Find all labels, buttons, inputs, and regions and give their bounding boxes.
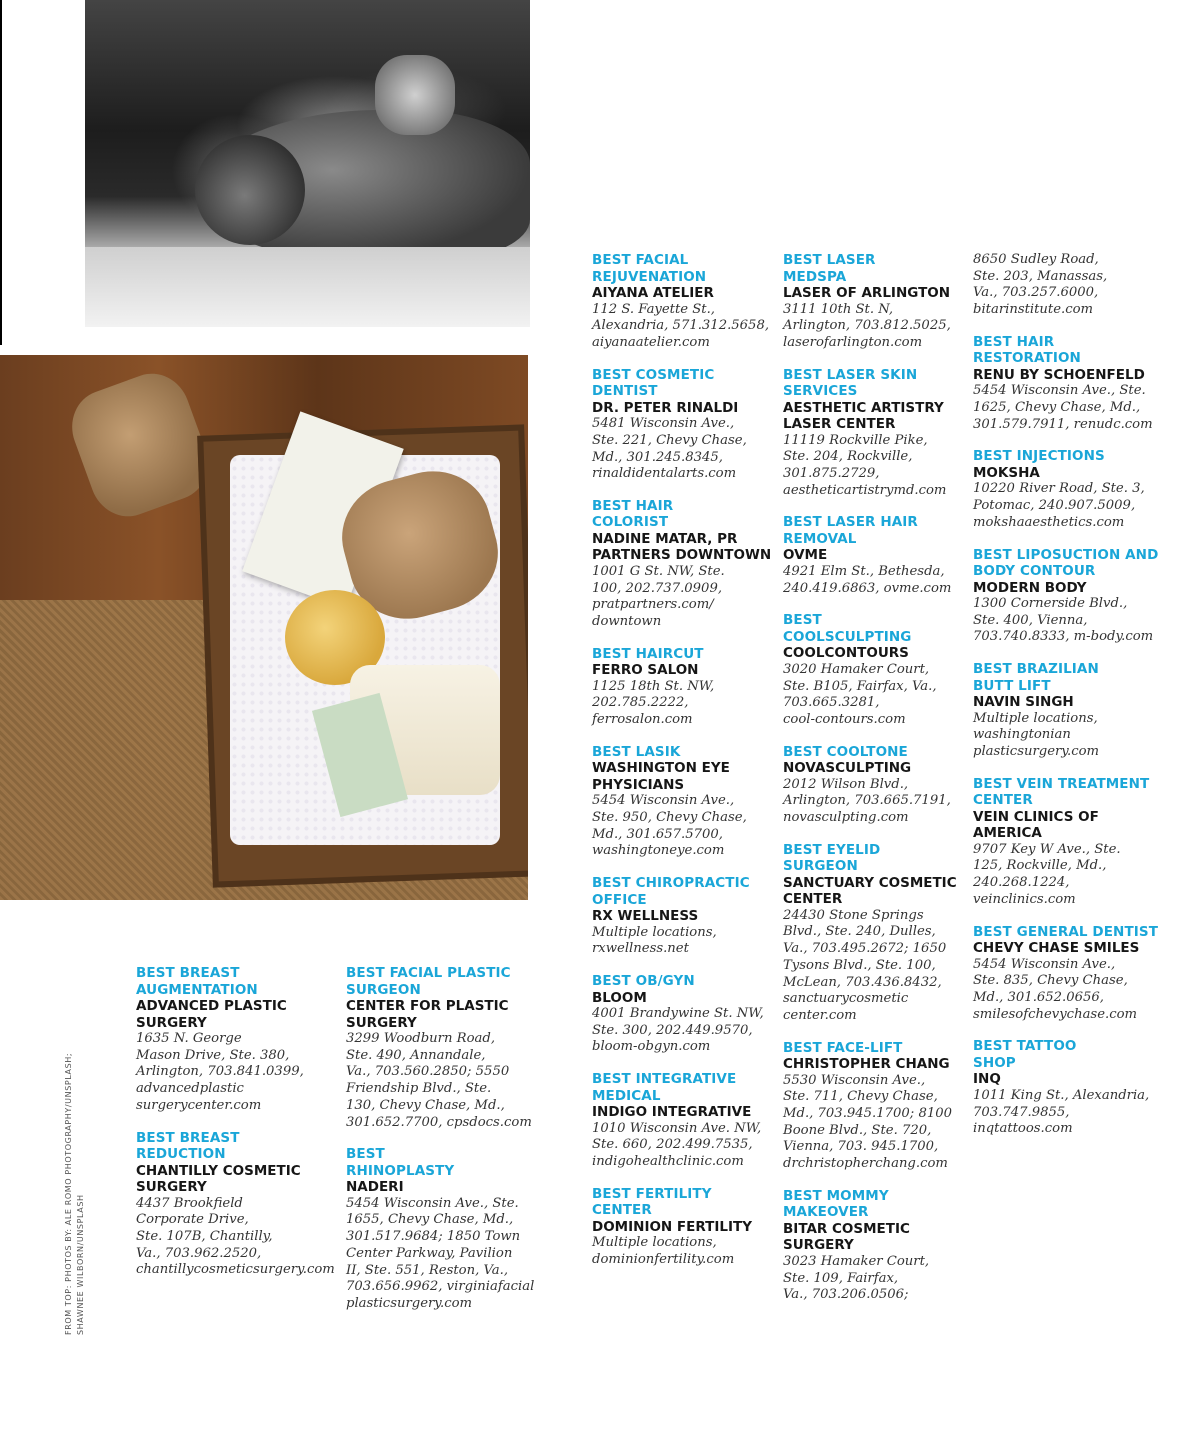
listing-column-2 — [346, 965, 546, 1328]
photo-credit-line1: FROM TOP: PHOTOS BY: ALE ROMO PHOTOGRAPHY/UNSPLASH; — [64, 1052, 73, 1335]
award-category: BEST INJECTIONS — [973, 448, 1105, 465]
award-category: BEST FACIAL PLASTIC SURGEON — [346, 965, 511, 998]
photo-credit — [55, 1045, 95, 1345]
award-category: BEST EYELID SURGEON — [783, 841, 881, 875]
award-category: BEST FACIAL REJUVENATION — [592, 252, 707, 285]
award-category: BEST HAIR COLORIST — [592, 497, 674, 531]
winner-address: 5454 Wisconsin Ave., Ste. 1655, Chevy Chase, Md., 301.517.9684; 1850 Town Center Parkway, Pavilion II, Ste. 551, Reston, Va., 703.656.9962, virginiafacial plasticsurgery.com — [346, 1195, 535, 1311]
winner-address: 8650 Sudley Road, Ste. 203, Manassas, Va., 703.257.6000, bitarinstitute.com — [973, 252, 1108, 318]
award-entry — [973, 448, 1163, 531]
award-entry — [783, 842, 968, 1025]
winner-address: 5454 Wisconsin Ave., Ste. 950, Chevy Chase, Md., 301.657.5700, washingtoneye.com — [592, 793, 747, 859]
award-entry — [973, 252, 1163, 319]
winner-address: 3020 Hamaker Court, Ste. B105, Fairfax, Va., 703.665.3281, cool-contours.com — [783, 661, 937, 727]
award-entry — [973, 547, 1163, 647]
winner-name: MOKSHA — [973, 464, 1040, 481]
winner-name: BLOOM — [592, 989, 647, 1006]
winner-name: CHEVY CHASE SMILES — [973, 940, 1140, 957]
winner-address: 11119 Rockville Pike, Ste. 204, Rockville, 301.875.2729, aestheticartistrymd.com — [783, 432, 947, 498]
winner-address: Multiple locations, dominionfertility.com — [592, 1235, 735, 1267]
listing-column-4 — [783, 252, 968, 1319]
award-category: BEST TATTOO SHOP — [973, 1038, 1077, 1071]
award-entry — [592, 744, 777, 860]
winner-address: 5454 Wisconsin Ave., Ste. 835, Chevy Chase, Md., 301.652.0656, smilesofchevychase.com — [973, 956, 1138, 1022]
winner-name: SANCTUARY COSMETIC CENTER — [783, 874, 957, 908]
award-category: BEST CHIROPRACTIC OFFICE — [592, 875, 750, 908]
award-entry — [973, 924, 1163, 1024]
award-entry — [783, 252, 968, 352]
award-category: BEST LASER MEDSPA — [783, 252, 876, 285]
award-entry — [592, 498, 777, 631]
winner-name: VEIN CLINICS OF AMERICA — [973, 808, 1099, 842]
winner-address: 1001 G St. NW, Ste. 100, 202.737.0909, pratpartners.com/ downtown — [592, 563, 725, 630]
award-entry — [783, 1040, 968, 1173]
winner-name: AIYANA ATELIER — [592, 285, 714, 301]
award-entry — [136, 965, 336, 1115]
award-category: BEST VEIN TREATMENT CENTER — [973, 775, 1150, 809]
winner-name: LASER OF ARLINGTON — [783, 285, 951, 301]
winner-name: FERRO SALON — [592, 662, 699, 679]
award-entry — [592, 1186, 777, 1269]
winner-name: MODERN BODY — [973, 579, 1087, 596]
winner-address: 4437 Brookfield Corporate Drive, Ste. 107B, Chantilly, Va., 703.962.2520, chantillycosmeticsurgery.com — [136, 1195, 335, 1278]
winner-name: OVME — [783, 547, 828, 564]
winner-address: 5481 Wisconsin Ave., Ste. 221, Chevy Chase, Md., 301.245.8345, rinaldidentalarts.com — [592, 416, 747, 482]
winner-address: 9707 Key W Ave., Ste. 125, Rockville, Md., 240.268.1224, veinclinics.com — [973, 841, 1121, 907]
winner-name: CENTER FOR PLASTIC SURGERY — [346, 998, 509, 1031]
winner-name: DOMINION FERTILITY — [592, 1218, 753, 1235]
winner-name: INDIGO INTEGRATIVE — [592, 1104, 752, 1121]
award-category: BEST FERTILITY CENTER — [592, 1185, 712, 1219]
award-category: BEST LASER SKIN SERVICES — [783, 366, 918, 400]
winner-address: 3023 Hamaker Court, Ste. 109, Fairfax, Va., 703.206.0506; — [783, 1253, 930, 1303]
page-edge-rule — [0, 0, 2, 345]
award-entry — [592, 1071, 777, 1171]
award-entry — [592, 973, 777, 1056]
winner-name: AESTHETIC ARTISTRY LASER CENTER — [783, 399, 944, 433]
award-entry — [783, 514, 968, 597]
winner-address: 2012 Wilson Blvd., Arlington, 703.665.7191, novasculpting.com — [783, 776, 951, 826]
listing-column-1 — [136, 965, 336, 1294]
winner-address: Multiple locations, rxwellness.net — [592, 924, 717, 957]
award-category: BEST OB/GYN — [592, 973, 695, 990]
spa-basket-photo — [0, 355, 528, 900]
winner-name: COOLCONTOURS — [783, 645, 909, 662]
winner-name: NAVIN SINGH — [973, 694, 1074, 711]
award-category: BEST RHINOPLASTY — [346, 1146, 455, 1179]
award-entry — [783, 367, 968, 500]
award-category: BEST LASER HAIR REMOVAL — [783, 514, 918, 547]
award-entry — [136, 1130, 336, 1280]
winner-address: 112 S. Fayette St., Alexandria, 571.312.5658, aiyanaatelier.com — [592, 301, 770, 350]
winner-address: 24430 Stone Springs Blvd., Ste. 240, Dulles, Va., 703.495.2672; 1650 Tysons Blvd., Ste. 100, McLean, 703.436.8432, sanctuarycosmetic center.com — [783, 907, 947, 1023]
award-entry — [783, 744, 968, 827]
award-entry — [973, 661, 1163, 761]
award-entry — [973, 776, 1163, 909]
award-category: BEST BREAST AUGMENTATION — [136, 965, 258, 998]
winner-name: WASHINGTON EYE PHYSICIANS — [592, 760, 730, 793]
award-category: BEST HAIRCUT — [592, 645, 704, 662]
winner-name: NADINE MATAR, PR PARTNERS DOWNTOWN — [592, 530, 772, 564]
winner-name: INQ — [973, 1071, 1001, 1088]
massage-photo — [85, 0, 530, 327]
award-category: BEST FACE-LIFT — [783, 1039, 903, 1056]
award-entry — [592, 252, 777, 352]
award-category: BEST INTEGRATIVE MEDICAL — [592, 1071, 737, 1104]
winner-address: 5454 Wisconsin Ave., Ste. 1625, Chevy Chase, Md., 301.579.7911, renudc.com — [973, 383, 1153, 432]
photo-credit-line2: SHAWNEE WILBORN/UNSPLASH — [76, 1194, 85, 1335]
winner-name: NOVASCULPTING — [783, 760, 912, 777]
award-category: BEST LASIK — [592, 743, 681, 760]
winner-address: 10220 River Road, Ste. 3, Potomac, 240.907.5009, mokshaaesthetics.com — [973, 481, 1145, 530]
award-category: BEST BREAST REDUCTION — [136, 1129, 240, 1163]
listing-column-5 — [973, 252, 1163, 1153]
winner-address: 5530 Wisconsin Ave., Ste. 711, Chevy Chase, Md., 703.945.1700; 8100 Boone Blvd., Ste. 720, Vienna, 703. 945.1700, drchristopherchang.com — [783, 1072, 953, 1172]
award-entry — [973, 334, 1163, 434]
award-category: BEST BRAZILIAN BUTT LIFT — [973, 661, 1099, 694]
award-entry — [973, 1038, 1163, 1138]
winner-address: 3299 Woodburn Road, Ste. 490, Annandale, Va., 703.560.2850; 5550 Friendship Blvd., Ste. 130, Chevy Chase, Md., 301.652.7700, cpsdocs.com — [346, 1031, 532, 1130]
winner-name: RX WELLNESS — [592, 908, 699, 925]
award-entry — [592, 367, 777, 483]
award-entry — [592, 875, 777, 958]
award-category: BEST HAIR RESTORATION — [973, 333, 1081, 367]
winner-name: ADVANCED PLASTIC SURGERY — [136, 998, 287, 1031]
award-entry — [592, 646, 777, 729]
winner-address: 1010 Wisconsin Ave. NW, Ste. 660, 202.499.7535, indigohealthclinic.com — [592, 1120, 762, 1170]
award-category: BEST LIPOSUCTION AND BODY CONTOUR — [973, 546, 1159, 580]
winner-address: 1125 18th St. NW, 202.785.2222, ferrosalon.com — [592, 678, 715, 728]
award-category: BEST COOLTONE — [783, 743, 908, 760]
winner-address: Multiple locations, washingtonian plasticsurgery.com — [973, 710, 1100, 760]
winner-name: RENU BY SCHOENFELD — [973, 366, 1145, 383]
award-category: BEST GENERAL DENTIST — [973, 923, 1159, 940]
winner-address: 3111 10th St. N, Arlington, 703.812.5025, laserofarlington.com — [783, 301, 951, 350]
award-category: BEST COSMETIC DENTIST — [592, 366, 715, 400]
award-entry — [346, 965, 546, 1131]
winner-name: DR. PETER RINALDI — [592, 399, 739, 416]
winner-address: 4921 Elm St., Bethesda, 240.419.6863, ovme.com — [783, 563, 952, 596]
winner-name: NADERI — [346, 1179, 404, 1196]
winner-name: BITAR COSMETIC SURGERY — [783, 1220, 910, 1254]
winner-address: 1011 King St., Alexandria, 703.747.9855, inqtattoos.com — [973, 1087, 1150, 1137]
listing-column-3 — [592, 252, 777, 1284]
winner-address: 1635 N. George Mason Drive, Ste. 380, Arlington, 703.841.0399, advancedplastic surgerycenter.com — [136, 1031, 304, 1113]
award-entry — [783, 612, 968, 728]
award-entry — [783, 1188, 968, 1304]
winner-address: 4001 Brandywine St. NW, Ste. 300, 202.449.9570, bloom-obgyn.com — [592, 1006, 764, 1055]
award-category: BEST MOMMY MAKEOVER — [783, 1187, 889, 1221]
award-entry — [346, 1146, 546, 1312]
award-category: BEST COOLSCULPTING — [783, 612, 912, 645]
winner-name: CHRISTOPHER CHANG — [783, 1056, 950, 1073]
winner-address: 1300 Cornerside Blvd., Ste. 400, Vienna, 703.740.8333, m-body.com — [973, 596, 1154, 645]
winner-name: CHANTILLY COSMETIC SURGERY — [136, 1162, 301, 1196]
